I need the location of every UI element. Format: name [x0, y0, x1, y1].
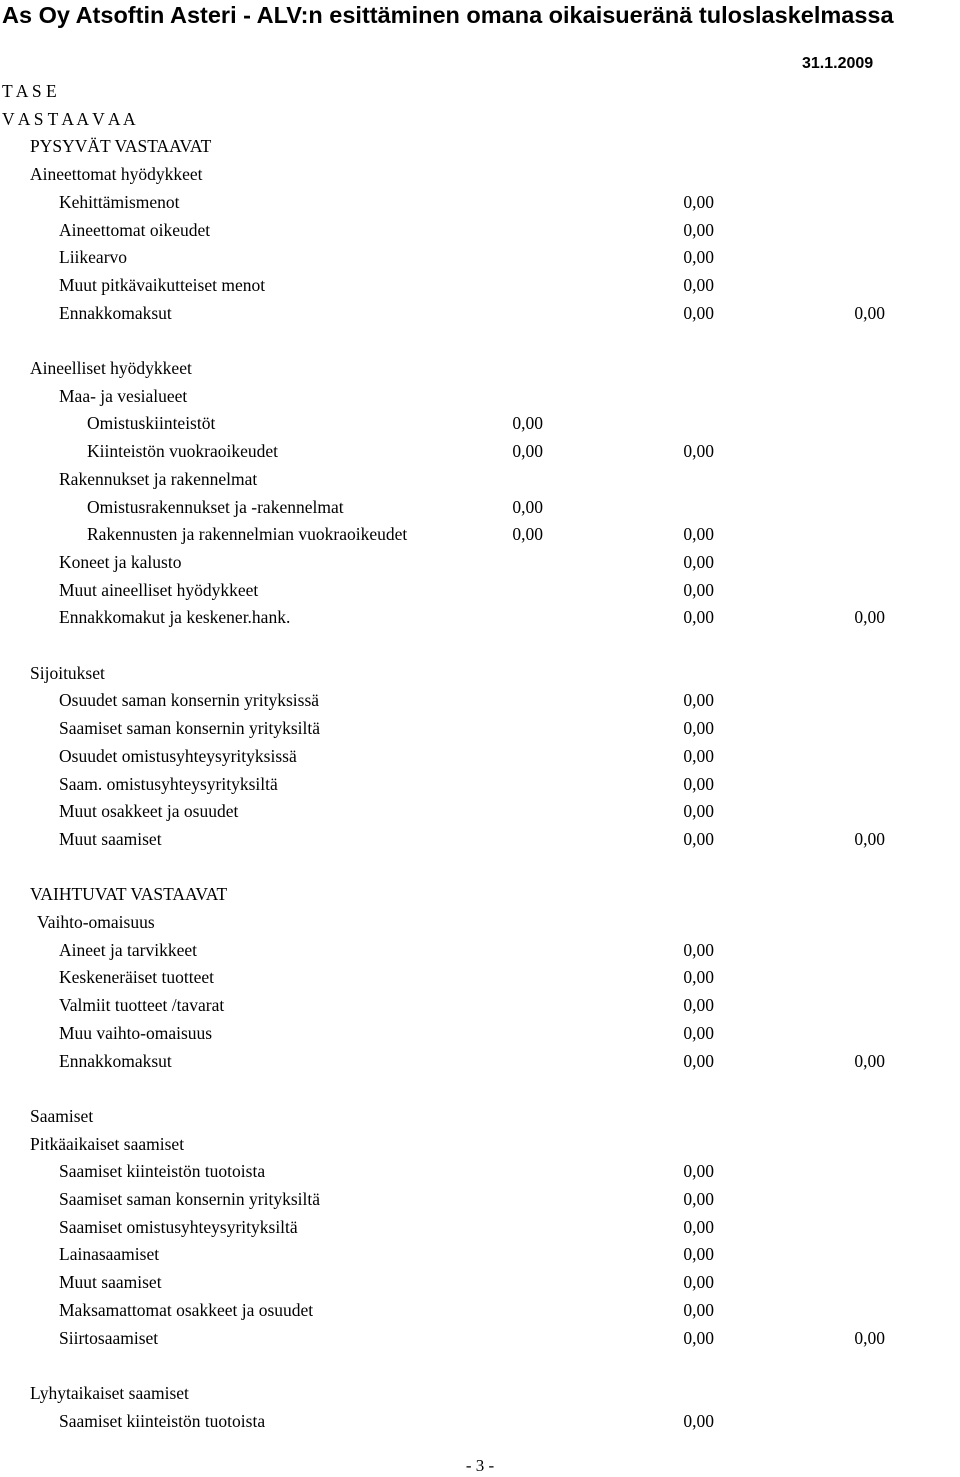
row-label: Saamiset kiinteistön tuotoista	[59, 1410, 266, 1431]
row-label: Sijoitukset	[30, 662, 105, 683]
ledger-row	[0, 299, 960, 327]
ledger-row	[0, 548, 960, 576]
ledger-row	[0, 271, 960, 299]
row-amount-c1: 0,00	[512, 524, 543, 545]
row-amount-c2: 0,00	[683, 1216, 714, 1237]
row-label: Lainasaamiset	[59, 1244, 160, 1265]
row-label: Maksamattomat osakkeet ja osuudet	[59, 1299, 314, 1320]
ledger-row	[0, 908, 960, 936]
ledger-row	[0, 1019, 960, 1047]
row-label: Muut saamiset	[59, 1272, 162, 1293]
row-amount-c2: 0,00	[683, 995, 714, 1016]
spacer-row	[0, 1074, 960, 1102]
row-label: Aineet ja tarvikkeet	[59, 939, 197, 960]
row-amount-c2: 0,00	[683, 1327, 714, 1348]
row-amount-c1: 0,00	[512, 441, 543, 462]
row-label: PYSYVÄT VASTAAVAT	[30, 136, 212, 157]
row-amount-c3: 0,00	[854, 1327, 885, 1348]
row-label: Saamiset kiinteistön tuotoista	[59, 1161, 266, 1182]
row-amount-c2: 0,00	[683, 524, 714, 545]
ledger-row	[0, 132, 960, 160]
ledger-row	[0, 243, 960, 271]
row-amount-c2: 0,00	[683, 967, 714, 988]
ledger-row	[0, 1324, 960, 1352]
row-amount-c2: 0,00	[683, 773, 714, 794]
row-amount-c2: 0,00	[683, 441, 714, 462]
spacer-row	[0, 853, 960, 881]
ledger-row	[0, 659, 960, 687]
ledger-row	[0, 686, 960, 714]
row-amount-c1: 0,00	[512, 496, 543, 517]
row-label: Lyhytaikaiset saamiset	[30, 1382, 189, 1403]
row-amount-c2: 0,00	[683, 247, 714, 268]
row-amount-c2: 0,00	[683, 801, 714, 822]
row-label: Pitkäaikaiset saamiset	[30, 1133, 185, 1154]
row-amount-c2: 0,00	[683, 1272, 714, 1293]
ledger-row	[0, 991, 960, 1019]
row-amount-c2: 0,00	[683, 690, 714, 711]
row-amount-c2: 0,00	[683, 274, 714, 295]
spacer-row	[0, 326, 960, 354]
ledger-row	[0, 409, 960, 437]
ledger-row	[0, 354, 960, 382]
row-label: Omistuskiinteistöt	[87, 413, 216, 434]
row-amount-c2: 0,00	[683, 1189, 714, 1209]
ledger-row	[0, 1407, 960, 1435]
row-amount-c2: 0,00	[683, 1244, 714, 1265]
row-amount-c3: 0,00	[854, 828, 885, 849]
row-label: Maa- ja vesialueet	[59, 385, 188, 406]
ledger-row	[0, 963, 960, 991]
row-label: Muut osakkeet ja osuudet	[59, 801, 239, 822]
row-label: Saamiset	[30, 1105, 94, 1126]
row-label: Muu vaihto-omaisuus	[59, 1022, 213, 1043]
row-label: Kehittämismenot	[59, 191, 180, 212]
ledger-row	[0, 1379, 960, 1407]
row-label: Omistusrakennukset ja -rakennelmat	[87, 496, 344, 517]
ledger-row	[0, 1185, 960, 1213]
row-label: Ennakkomaksut	[59, 302, 172, 323]
row-amount-c2: 0,00	[683, 551, 714, 572]
ledger-row	[0, 1047, 960, 1075]
row-amount-c2: 0,00	[683, 1161, 714, 1182]
row-amount-c3: 0,00	[854, 1050, 885, 1071]
row-label: Saamiset saman konsernin yrityksiltä	[59, 718, 320, 739]
ledger-row	[0, 1102, 960, 1130]
ledger-row	[0, 742, 960, 770]
ledger-row	[0, 714, 960, 742]
ledger-row	[0, 1213, 960, 1241]
ledger-row	[0, 105, 960, 133]
row-label: Kiinteistön vuokraoikeudet	[87, 441, 279, 462]
row-label: Muut pitkävaikutteiset menot	[59, 274, 266, 295]
row-label: Aineettomat oikeudet	[59, 219, 211, 240]
row-label: Osuudet saman konsernin yrityksissä	[59, 690, 320, 711]
ledger-row	[0, 825, 960, 853]
ledger-row	[0, 1130, 960, 1158]
row-label: Saamiset omistusyhteysyrityksiltä	[59, 1216, 298, 1237]
row-amount-c2: 0,00	[683, 1022, 714, 1043]
ledger-row	[0, 880, 960, 908]
row-amount-c3: 0,00	[854, 302, 885, 323]
row-amount-c2: 0,00	[683, 302, 714, 323]
row-label: Rakennukset ja rakennelmat	[59, 468, 258, 489]
row-amount-c2: 0,00	[683, 1050, 714, 1071]
page-number: - 3 -	[465, 1456, 495, 1475]
row-label: Saam. omistusyhteysyrityksiltä	[59, 773, 278, 794]
spacer-row	[0, 631, 960, 659]
row-amount-c2: 0,00	[683, 1299, 714, 1320]
row-label: Vaihto-omaisuus	[37, 912, 155, 932]
report-date: 31.1.2009	[802, 55, 874, 72]
ledger-row	[0, 160, 960, 188]
row-label: T A S E	[2, 81, 57, 101]
row-amount-c3: 0,00	[854, 607, 885, 628]
ledger-row	[0, 437, 960, 465]
row-label: Muut saamiset	[59, 828, 162, 849]
ledger-row	[0, 576, 960, 604]
row-amount-c2: 0,00	[683, 191, 714, 212]
ledger-row	[0, 797, 960, 825]
row-label: Ennakkomakut ja keskener.hank.	[59, 607, 291, 628]
row-amount-c2: 0,00	[683, 579, 714, 600]
row-amount-c2: 0,00	[683, 219, 714, 240]
row-amount-c2: 0,00	[683, 1410, 714, 1431]
row-amount-c1: 0,00	[512, 413, 543, 434]
ledger-row	[0, 1157, 960, 1185]
row-label: Valmiit tuotteet /tavarat	[59, 995, 225, 1016]
ledger-row	[0, 493, 960, 521]
report-title: As Oy Atsoftin Asteri - ALV:n esittäminen omana oikaisueränä tuloslaskelmassa	[2, 2, 894, 28]
row-amount-c2: 0,00	[683, 607, 714, 628]
row-label: Muut aineelliset hyödykkeet	[59, 579, 259, 600]
ledger-row	[0, 382, 960, 410]
row-amount-c2: 0,00	[683, 939, 714, 960]
row-label: Liikearvo	[59, 247, 128, 268]
row-label: Keskeneräiset tuotteet	[59, 967, 215, 988]
row-amount-c2: 0,00	[683, 718, 714, 739]
row-label: Aineelliset hyödykkeet	[30, 358, 192, 378]
row-label: V A S T A A V A A	[2, 108, 136, 129]
row-label: Rakennusten ja rakennelmian vuokraoikeudet	[87, 524, 408, 545]
row-label: Aineettomat hyödykkeet	[30, 164, 203, 185]
ledger-row	[0, 520, 960, 548]
row-amount-c2: 0,00	[683, 745, 714, 766]
row-label: Siirtosaamiset	[59, 1327, 159, 1348]
row-label: Ennakkomaksut	[59, 1050, 172, 1071]
ledger-row	[0, 603, 960, 631]
row-label: VAIHTUVAT VASTAAVAT	[30, 884, 228, 905]
ledger-row	[0, 216, 960, 244]
ledger-row	[0, 1268, 960, 1296]
row-amount-c2: 0,00	[683, 828, 714, 849]
row-label: Osuudet omistusyhteysyrityksissä	[59, 745, 297, 766]
row-label: Koneet ja kalusto	[59, 551, 182, 572]
spacer-row	[0, 1351, 960, 1379]
ledger-row	[0, 1296, 960, 1324]
ledger-row	[0, 936, 960, 964]
row-label: Saamiset saman konsernin yrityksiltä	[59, 1189, 320, 1209]
ledger-row	[0, 1240, 960, 1268]
ledger-row	[0, 188, 960, 216]
ledger-row	[0, 770, 960, 798]
ledger-row	[0, 77, 960, 105]
ledger-row	[0, 465, 960, 493]
